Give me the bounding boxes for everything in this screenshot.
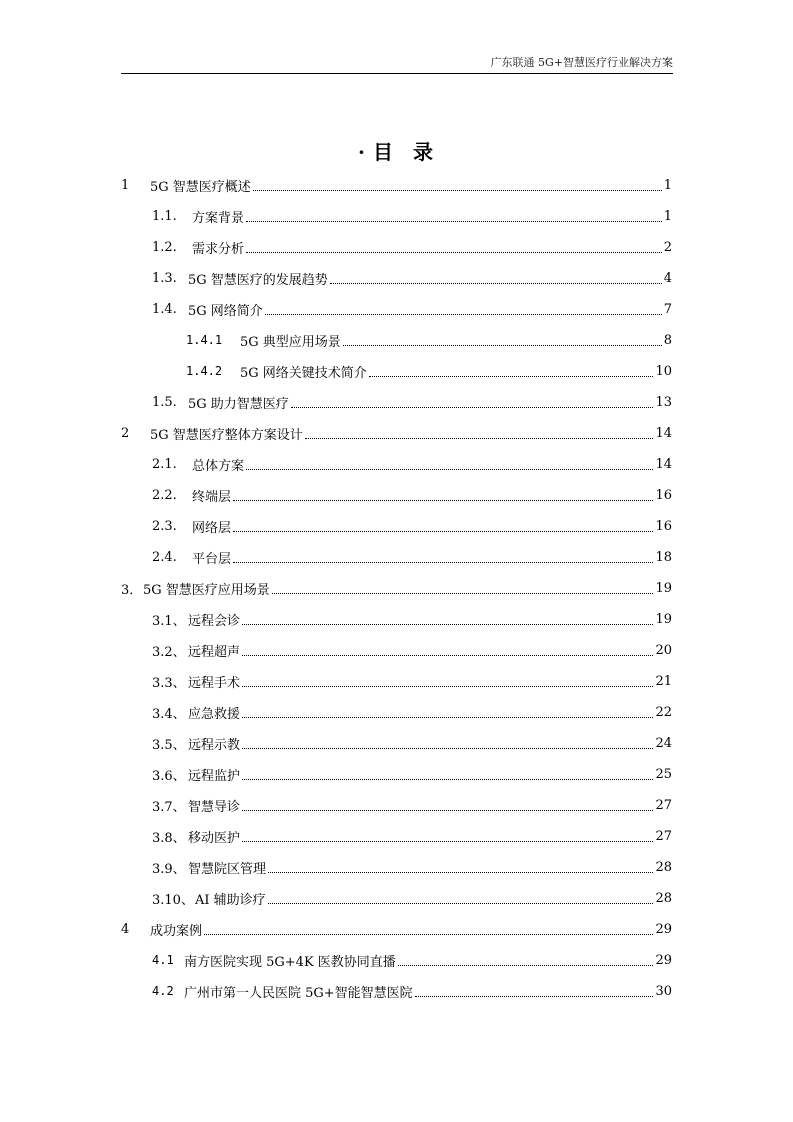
toc-entry-number: 3.6、 bbox=[152, 768, 186, 784]
toc-entry-page: 19 bbox=[655, 580, 672, 596]
toc-entry-label: 5G 智慧医疗概述 bbox=[150, 179, 251, 195]
toc-entry-number: 2.1. bbox=[152, 456, 177, 472]
toc-entry-page: 21 bbox=[655, 673, 672, 689]
toc-entry[interactable] bbox=[152, 729, 672, 757]
toc-entry-page: 14 bbox=[655, 425, 672, 441]
toc-entry-page: 1 bbox=[663, 208, 672, 224]
toc-entry-label: 网络层 bbox=[192, 520, 232, 536]
toc-entry-label: 广州市第一人民医院 5G+智能智慧医院 bbox=[184, 985, 413, 1001]
toc-entry-label: AI 辅助诊疗 bbox=[195, 892, 266, 908]
toc-dot-leader bbox=[242, 748, 653, 749]
toc-dot-leader bbox=[233, 562, 653, 563]
toc-title-char-1: 目 bbox=[372, 140, 395, 164]
toc-entry-page: 14 bbox=[655, 456, 672, 472]
toc-entry-page: 25 bbox=[655, 766, 672, 782]
toc-dot-leader bbox=[242, 717, 653, 718]
toc-entry[interactable] bbox=[152, 388, 672, 416]
toc-entry-page: 2 bbox=[663, 239, 672, 255]
toc-dot-leader bbox=[204, 934, 653, 935]
toc-entry-number: 2 bbox=[121, 425, 130, 441]
toc-entry-label: 移动医护 bbox=[188, 830, 241, 846]
toc-entry[interactable] bbox=[152, 760, 672, 788]
toc-entry-page: 7 bbox=[663, 301, 672, 317]
toc-entry-number: 2.4. bbox=[152, 549, 177, 565]
toc-dot-leader bbox=[265, 314, 662, 315]
toc-entry[interactable] bbox=[152, 667, 672, 695]
toc-entry-number: 3.1、 bbox=[152, 613, 186, 629]
toc-entry-number: 3.10、 bbox=[152, 892, 194, 908]
toc-entry[interactable] bbox=[152, 636, 672, 664]
toc-entry-page: 29 bbox=[655, 921, 672, 937]
toc-dot-leader bbox=[242, 624, 653, 625]
toc-entry-page: 22 bbox=[655, 704, 672, 720]
toc-dot-leader bbox=[343, 345, 662, 346]
toc-entry-number: 3.3、 bbox=[152, 675, 186, 691]
toc-entry[interactable] bbox=[121, 574, 672, 602]
toc-entry-label: 智慧导诊 bbox=[188, 799, 241, 815]
toc-entry-number: 4.2 bbox=[152, 984, 174, 998]
toc-entry-label: 5G 典型应用场景 bbox=[240, 334, 341, 350]
toc-entry-page: 13 bbox=[655, 394, 672, 410]
toc-entry[interactable] bbox=[121, 171, 672, 199]
toc-dot-leader bbox=[242, 655, 653, 656]
toc-entry[interactable] bbox=[152, 233, 672, 261]
toc-dot-leader bbox=[291, 407, 654, 408]
toc-dot-leader bbox=[242, 686, 653, 687]
toc-entry-number: 1.4.1 bbox=[186, 333, 223, 347]
toc-entry[interactable] bbox=[152, 605, 672, 633]
toc-entry-label: 平台层 bbox=[192, 551, 232, 567]
toc-entry[interactable] bbox=[152, 295, 672, 323]
toc-entry-page: 20 bbox=[655, 642, 672, 658]
toc-dot-leader bbox=[268, 872, 653, 873]
toc-entry-page: 27 bbox=[655, 828, 672, 844]
toc-dot-leader bbox=[242, 841, 653, 842]
toc-entry-number: 4 bbox=[121, 921, 130, 937]
toc-entry[interactable] bbox=[186, 357, 672, 385]
toc-entry-page: 8 bbox=[663, 332, 672, 348]
toc-entry-page: 30 bbox=[655, 983, 672, 999]
toc-entry-number: 1.4. bbox=[152, 301, 177, 317]
toc-entry[interactable] bbox=[121, 915, 672, 943]
toc-entry-page: 27 bbox=[655, 797, 672, 813]
toc-entry-label: 需求分析 bbox=[192, 241, 245, 257]
toc-entry[interactable] bbox=[152, 884, 672, 912]
toc-entry-number: 3． bbox=[121, 582, 143, 598]
toc-entry-label: 方案背景 bbox=[192, 210, 245, 226]
toc-entry[interactable] bbox=[152, 450, 672, 478]
toc-entry-number: 2.3. bbox=[152, 518, 177, 534]
toc-entry-page: 29 bbox=[655, 952, 672, 968]
toc-entry[interactable] bbox=[152, 512, 672, 540]
toc-entry-label: 5G 智慧医疗的发展趋势 bbox=[188, 272, 328, 288]
toc-entry-number: 3.8、 bbox=[152, 830, 186, 846]
toc-entry-label: 远程监护 bbox=[188, 768, 241, 784]
toc-entry[interactable] bbox=[186, 326, 672, 354]
toc-entry[interactable] bbox=[152, 481, 672, 509]
toc-entry-label: 5G 助力智慧医疗 bbox=[188, 396, 289, 412]
toc-entry-number: 1.4.2 bbox=[186, 364, 223, 378]
toc-entry-number: 2.2. bbox=[152, 487, 177, 503]
toc-entry-page: 16 bbox=[655, 518, 672, 534]
toc-entry-page: 4 bbox=[663, 270, 672, 286]
toc-entry-number: 3.5、 bbox=[152, 737, 186, 753]
toc-dot-leader bbox=[268, 903, 654, 904]
toc-entry-label: 远程手术 bbox=[188, 675, 241, 691]
toc-dot-leader bbox=[242, 779, 653, 780]
toc-entry-number: 4.1 bbox=[152, 953, 174, 967]
toc-entry-label: 远程会诊 bbox=[188, 613, 241, 629]
toc-entry-label: 远程超声 bbox=[188, 644, 241, 660]
toc-entry-page: 18 bbox=[655, 549, 672, 565]
toc-entry-page: 24 bbox=[655, 735, 672, 751]
toc-dot-leader bbox=[233, 500, 653, 501]
toc-entry-number: 3.2、 bbox=[152, 644, 186, 660]
toc-entry-page: 1 bbox=[663, 177, 672, 193]
toc-entry[interactable] bbox=[152, 791, 672, 819]
toc-entry-number: 1 bbox=[121, 177, 130, 193]
toc-entry[interactable] bbox=[152, 853, 672, 881]
toc-entry[interactable] bbox=[121, 419, 672, 447]
toc-entry-label: 总体方案 bbox=[192, 458, 245, 474]
header-rule bbox=[121, 73, 673, 74]
toc-entry-label: 5G 网络简介 bbox=[188, 303, 263, 319]
toc-dot-leader bbox=[272, 593, 654, 594]
page-header: 广东联通 5G+智慧医疗行业解决方案 bbox=[490, 56, 673, 69]
toc-dot-leader bbox=[246, 221, 662, 222]
toc-entry-label: 终端层 bbox=[192, 489, 232, 505]
toc-entry-label: 南方医院实现 5G+4K 医教协同直播 bbox=[184, 954, 396, 970]
toc-entry[interactable] bbox=[152, 264, 672, 292]
toc-entry-page: 28 bbox=[655, 890, 672, 906]
toc-dot-leader bbox=[369, 376, 654, 377]
toc-dot-leader bbox=[242, 810, 653, 811]
toc-entry-page: 16 bbox=[655, 487, 672, 503]
toc-dot-leader bbox=[246, 252, 662, 253]
toc-entry[interactable] bbox=[152, 822, 672, 850]
toc-dot-leader bbox=[415, 996, 654, 997]
toc-title-bullet: · bbox=[358, 140, 367, 164]
toc-entry-number: 3.9、 bbox=[152, 861, 186, 877]
toc-entry-label: 5G 网络关键技术简介 bbox=[240, 365, 367, 381]
toc-dot-leader bbox=[253, 190, 662, 191]
toc-entry-label: 远程示教 bbox=[188, 737, 241, 753]
toc-entry-number: 3.7、 bbox=[152, 799, 186, 815]
toc-entry-page: 28 bbox=[655, 859, 672, 875]
toc-entry[interactable] bbox=[152, 977, 672, 1005]
toc-entry-label: 5G 智慧医疗整体方案设计 bbox=[150, 427, 303, 443]
toc-dot-leader bbox=[233, 531, 653, 532]
toc-entry-number: 1.3. bbox=[152, 270, 177, 286]
toc-entry-label: 5G 智慧医疗应用场景 bbox=[143, 582, 270, 598]
toc-entry[interactable] bbox=[152, 202, 672, 230]
toc-dot-leader bbox=[305, 438, 654, 439]
toc-entry-label: 成功案例 bbox=[150, 923, 203, 939]
toc-entry-number: 1.2. bbox=[152, 239, 177, 255]
toc-entry[interactable] bbox=[152, 698, 672, 726]
toc-dot-leader bbox=[246, 469, 653, 470]
toc-entry[interactable] bbox=[152, 946, 672, 974]
toc-entry-number: 3.4、 bbox=[152, 706, 186, 722]
toc-entry-page: 10 bbox=[655, 363, 672, 379]
toc-entry-page: 19 bbox=[655, 611, 672, 627]
toc-dot-leader bbox=[398, 965, 654, 966]
toc-entry[interactable] bbox=[152, 543, 672, 571]
toc-title-char-2: 录 bbox=[412, 140, 435, 164]
toc-entry-label: 智慧院区管理 bbox=[188, 861, 267, 877]
toc-entry-label: 应急救援 bbox=[188, 706, 241, 722]
toc-title bbox=[0, 136, 793, 165]
toc-entry-number: 1.1. bbox=[152, 208, 177, 224]
toc-dot-leader bbox=[330, 283, 662, 284]
toc-entry-number: 1.5. bbox=[152, 394, 177, 410]
